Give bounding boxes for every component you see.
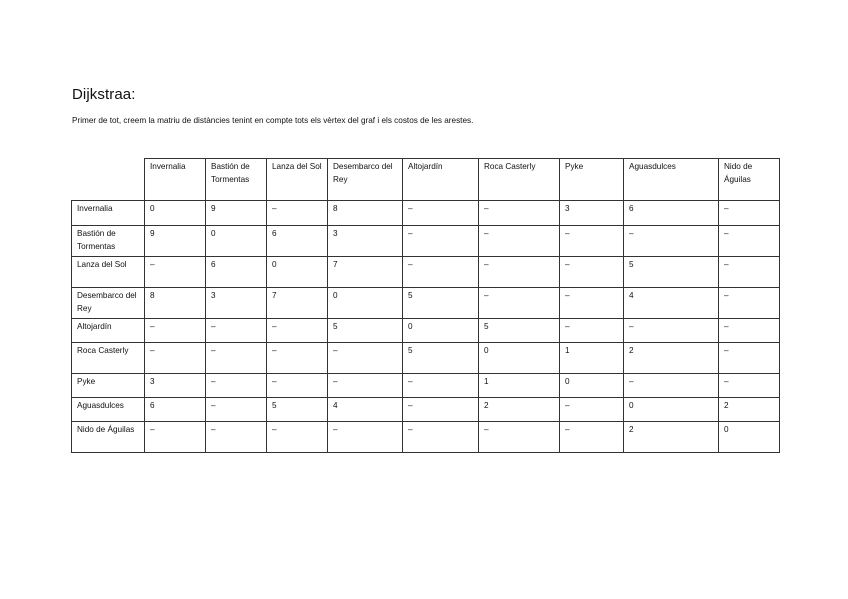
row-header: Lanza del Sol <box>72 257 145 288</box>
matrix-cell: 0 <box>479 343 560 374</box>
matrix-cell: 3 <box>560 201 624 226</box>
matrix-cell: 1 <box>479 374 560 398</box>
column-header: Aguasdulces <box>624 159 719 201</box>
column-header: Pyke <box>560 159 624 201</box>
matrix-cell: – <box>560 288 624 319</box>
matrix-cell: – <box>479 257 560 288</box>
matrix-cell: 0 <box>624 398 719 422</box>
matrix-cell: 2 <box>719 398 780 422</box>
matrix-cell: – <box>328 422 403 453</box>
matrix-cell: – <box>403 374 479 398</box>
table-row <box>72 374 780 398</box>
table-row <box>72 422 780 453</box>
matrix-cell: 1 <box>560 343 624 374</box>
matrix-cell: 5 <box>403 288 479 319</box>
matrix-cell: – <box>145 319 206 343</box>
matrix-cell: 5 <box>479 319 560 343</box>
matrix-cell: 2 <box>624 422 719 453</box>
matrix-cell: 0 <box>719 422 780 453</box>
table-row <box>72 226 780 257</box>
row-header: Desembarco del Rey <box>72 288 145 319</box>
matrix-cell: – <box>403 398 479 422</box>
distance-matrix-table <box>71 158 780 453</box>
matrix-cell: 3 <box>206 288 267 319</box>
row-header: Nido de Águilas <box>72 422 145 453</box>
column-header: Roca Casterly <box>479 159 560 201</box>
intro-paragraph: Primer de tot, creem la matriu de distàncies tenint en compte tots els vèrtex del graf i els costos de les arestes. <box>72 116 474 125</box>
matrix-cell: – <box>145 422 206 453</box>
matrix-cell: – <box>145 343 206 374</box>
matrix-cell: – <box>479 422 560 453</box>
matrix-cell: – <box>267 319 328 343</box>
row-header: Bastión de Tormentas <box>72 226 145 257</box>
matrix-cell: – <box>145 257 206 288</box>
column-header: Altojardín <box>403 159 479 201</box>
matrix-cell: – <box>624 226 719 257</box>
matrix-cell: 2 <box>479 398 560 422</box>
matrix-cell: – <box>206 422 267 453</box>
matrix-cell: 4 <box>328 398 403 422</box>
matrix-cell: – <box>479 288 560 319</box>
matrix-cell: – <box>206 398 267 422</box>
column-header: Nido de Águilas <box>719 159 780 201</box>
page-heading: Dijkstraa: <box>72 86 136 103</box>
matrix-cell: – <box>719 288 780 319</box>
matrix-cell: 0 <box>267 257 328 288</box>
matrix-cell: – <box>328 343 403 374</box>
matrix-cell: 0 <box>560 374 624 398</box>
matrix-cell: 4 <box>624 288 719 319</box>
matrix-cell: – <box>206 374 267 398</box>
matrix-cell: 2 <box>624 343 719 374</box>
matrix-cell: 6 <box>267 226 328 257</box>
matrix-cell: – <box>719 201 780 226</box>
table-row <box>72 343 780 374</box>
matrix-cell: – <box>560 319 624 343</box>
matrix-cell: 0 <box>328 288 403 319</box>
matrix-cell: 6 <box>145 398 206 422</box>
matrix-cell: 3 <box>145 374 206 398</box>
matrix-cell: – <box>267 422 328 453</box>
matrix-cell: – <box>560 398 624 422</box>
matrix-cell: – <box>403 257 479 288</box>
matrix-cell: – <box>560 226 624 257</box>
matrix-cell: 8 <box>328 201 403 226</box>
matrix-cell: – <box>719 343 780 374</box>
matrix-cell: 5 <box>267 398 328 422</box>
table-row <box>72 288 780 319</box>
matrix-cell: 3 <box>328 226 403 257</box>
matrix-cell: – <box>403 226 479 257</box>
matrix-cell: – <box>624 374 719 398</box>
matrix-cell: 0 <box>206 226 267 257</box>
matrix-cell: 5 <box>328 319 403 343</box>
matrix-cell: – <box>719 226 780 257</box>
table-row <box>72 319 780 343</box>
row-header: Pyke <box>72 374 145 398</box>
matrix-cell: – <box>479 226 560 257</box>
table-header-row <box>72 159 780 201</box>
matrix-cell: – <box>560 422 624 453</box>
matrix-cell: 5 <box>403 343 479 374</box>
table-row <box>72 257 780 288</box>
row-header: Roca Casterly <box>72 343 145 374</box>
column-header: Lanza del Sol <box>267 159 328 201</box>
matrix-cell: 9 <box>206 201 267 226</box>
matrix-cell: 0 <box>403 319 479 343</box>
matrix-cell: 5 <box>624 257 719 288</box>
matrix-cell: – <box>719 257 780 288</box>
matrix-cell: – <box>206 343 267 374</box>
table-corner-cell <box>72 159 145 201</box>
matrix-cell: – <box>267 201 328 226</box>
column-header: Invernalia <box>145 159 206 201</box>
matrix-cell: 7 <box>267 288 328 319</box>
column-header: Bastión de Tormentas <box>206 159 267 201</box>
matrix-cell: – <box>624 319 719 343</box>
matrix-cell: – <box>267 374 328 398</box>
matrix-cell: 6 <box>206 257 267 288</box>
matrix-cell: 8 <box>145 288 206 319</box>
matrix-cell: 0 <box>145 201 206 226</box>
row-header: Altojardín <box>72 319 145 343</box>
matrix-cell: – <box>719 319 780 343</box>
row-header: Aguasdulces <box>72 398 145 422</box>
matrix-cell: – <box>479 201 560 226</box>
column-header: Desembarco del Rey <box>328 159 403 201</box>
row-header: Invernalia <box>72 201 145 226</box>
matrix-cell: – <box>267 343 328 374</box>
matrix-cell: – <box>403 201 479 226</box>
table-row <box>72 201 780 226</box>
matrix-cell: 7 <box>328 257 403 288</box>
matrix-cell: – <box>206 319 267 343</box>
matrix-cell: 6 <box>624 201 719 226</box>
table-row <box>72 398 780 422</box>
matrix-cell: – <box>403 422 479 453</box>
matrix-cell: – <box>719 374 780 398</box>
matrix-cell: 9 <box>145 226 206 257</box>
matrix-cell: – <box>560 257 624 288</box>
matrix-cell: – <box>328 374 403 398</box>
